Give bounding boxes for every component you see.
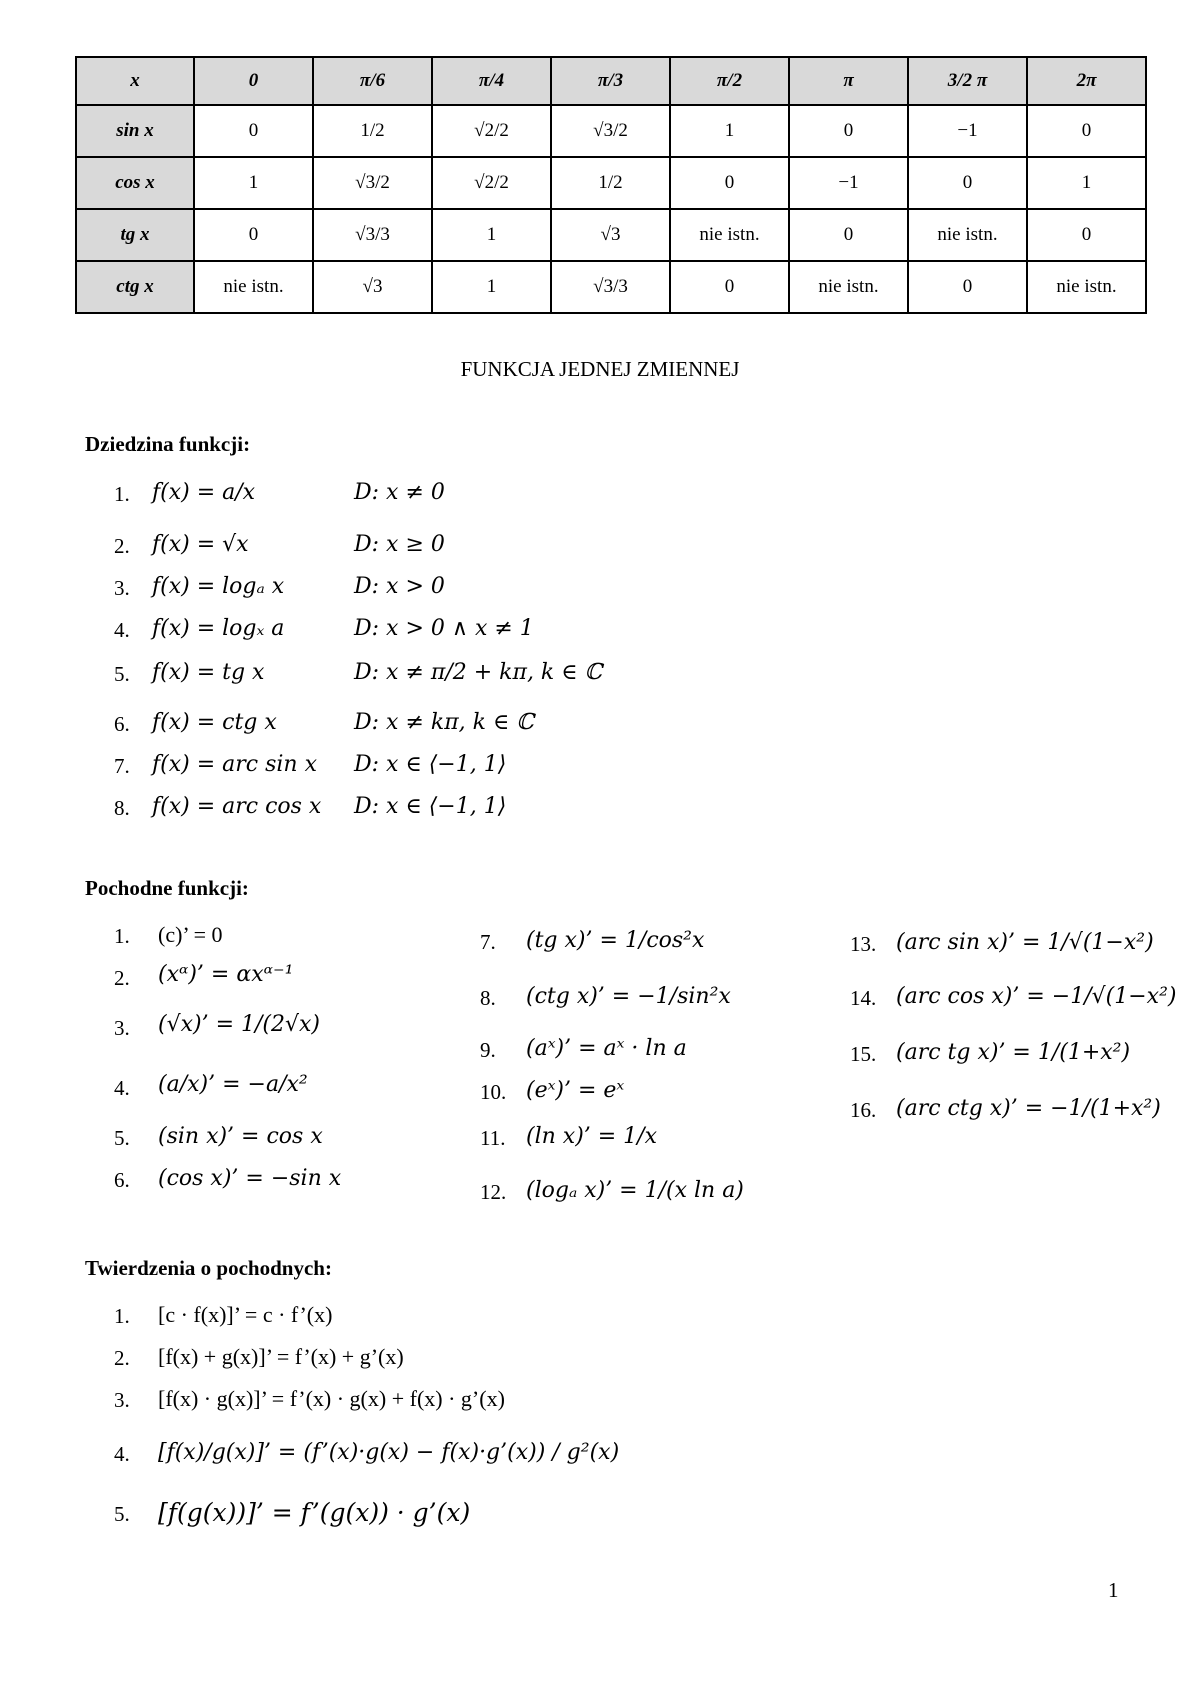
- list-number: 13.: [850, 932, 877, 956]
- domain-heading: Dziedzina funkcji:: [85, 432, 251, 456]
- domain-condition: D: x > 0: [354, 574, 445, 599]
- list-number: 3.: [114, 576, 130, 600]
- derivative-formula: (tg x)’ = 1/cos²x: [526, 928, 705, 953]
- domain-condition: D: x ≠ 0: [354, 480, 445, 505]
- list-number: 2.: [114, 1346, 130, 1370]
- domain-condition: D: x ∈ ⟨−1, 1⟩: [354, 794, 507, 819]
- domain-formula: f(x) = tg x: [152, 660, 265, 685]
- table-cell: 0: [789, 209, 908, 261]
- list-number: 10.: [480, 1080, 507, 1104]
- table-cell: 0: [194, 209, 313, 261]
- domain-condition: D: x > 0 ∧ x ≠ 1: [354, 616, 534, 641]
- table-header-cell: π/4: [432, 57, 551, 105]
- derivative-formula: (ln x)’ = 1/x: [526, 1124, 658, 1149]
- derivative-formula: (arc sin x)’ = 1/√(1−x²): [896, 930, 1154, 955]
- list-number: 7.: [480, 930, 496, 954]
- domain-formula: f(x) = arc sin x: [152, 752, 317, 777]
- list-number: 6.: [114, 1168, 130, 1192]
- derivative-formula: (c)’ = 0: [158, 922, 223, 947]
- table-cell: 0: [908, 157, 1027, 209]
- list-number: 1.: [114, 482, 130, 506]
- table-cell: 1: [670, 105, 789, 157]
- table-cell: √2/2: [432, 157, 551, 209]
- table-cell: nie istn.: [908, 209, 1027, 261]
- derivative-formula: (ctg x)’ = −1/sin²x: [526, 984, 731, 1009]
- derivative-formula: (cos x)’ = −sin x: [158, 1166, 342, 1191]
- domain-condition: D: x ≥ 0: [354, 532, 445, 557]
- theorem-formula: [f(x) · g(x)]’ = f’(x) · g(x) + f(x) · g’(x): [158, 1386, 505, 1411]
- list-number: 4.: [114, 1442, 130, 1466]
- table-header-cell: x: [76, 57, 194, 105]
- table-cell: √3: [313, 261, 432, 313]
- domain-condition: D: x ∈ ⟨−1, 1⟩: [354, 752, 507, 777]
- table-cell: 1: [432, 209, 551, 261]
- list-number: 15.: [850, 1042, 877, 1066]
- list-number: 3.: [114, 1388, 130, 1412]
- derivative-formula: (arc cos x)’ = −1/√(1−x²): [896, 984, 1177, 1009]
- domain-formula: f(x) = ctg x: [152, 710, 277, 735]
- table-header-cell: 0: [194, 57, 313, 105]
- domain-condition: D: x ≠ π/2 + kπ, k ∈ ℂ: [354, 660, 603, 685]
- derivative-formula: (xᵅ)’ = αxᵅ⁻¹: [158, 962, 294, 987]
- table-cell: 1/2: [551, 157, 670, 209]
- table-row: [76, 105, 1146, 157]
- list-number: 11.: [480, 1126, 506, 1150]
- table-cell: nie istn.: [789, 261, 908, 313]
- derivative-formula: (sin x)’ = cos x: [158, 1124, 323, 1149]
- table-row: [76, 261, 1146, 313]
- row-label: tg x: [76, 209, 194, 261]
- list-number: 7.: [114, 754, 130, 778]
- table-cell: 1/2: [313, 105, 432, 157]
- derivative-formula: (√x)’ = 1/(2√x): [158, 1012, 321, 1037]
- list-number: 2.: [114, 534, 130, 558]
- table-cell: 0: [1027, 105, 1146, 157]
- domain-formula: f(x) = logₐ x: [152, 574, 285, 599]
- table-cell: √2/2: [432, 105, 551, 157]
- list-number: 8.: [114, 796, 130, 820]
- row-label: sin x: [76, 105, 194, 157]
- derivative-formula: (arc ctg x)’ = −1/(1+x²): [896, 1096, 1161, 1121]
- table-cell: −1: [908, 105, 1027, 157]
- list-number: 8.: [480, 986, 496, 1010]
- derivative-formula: (logₐ x)’ = 1/(x ln a): [526, 1178, 744, 1203]
- table-cell: nie istn.: [194, 261, 313, 313]
- table-header-row: [76, 57, 1146, 105]
- page-title: FUNKCJA JEDNEJ ZMIENNEJ: [460, 357, 740, 381]
- trig-values-table: [75, 56, 1147, 314]
- theorem-formula: [f(g(x))]’ = f’(g(x)) · g’(x): [158, 1498, 471, 1527]
- table-header-cell: π/3: [551, 57, 670, 105]
- list-number: 4.: [114, 618, 130, 642]
- table-cell: nie istn.: [1027, 261, 1146, 313]
- derivative-formula: (aˣ)’ = aˣ · ln a: [526, 1036, 687, 1061]
- table-cell: 0: [670, 157, 789, 209]
- row-label: cos x: [76, 157, 194, 209]
- table-header-cell: π/2: [670, 57, 789, 105]
- theorem-formula: [c · f(x)]’ = c · f’(x): [158, 1302, 333, 1327]
- derivatives-heading: Pochodne funkcji:: [85, 876, 249, 900]
- domain-condition: D: x ≠ kπ, k ∈ ℂ: [354, 710, 534, 735]
- list-number: 14.: [850, 986, 877, 1010]
- table-header-cell: 2π: [1027, 57, 1146, 105]
- page-number: 1: [1108, 1578, 1119, 1602]
- derivative-formula: (eˣ)’ = eˣ: [526, 1078, 625, 1103]
- table-cell: −1: [789, 157, 908, 209]
- table-header-cell: π: [789, 57, 908, 105]
- table-cell: √3/3: [313, 209, 432, 261]
- table-cell: 0: [670, 261, 789, 313]
- list-number: 1.: [114, 924, 130, 948]
- domain-formula: f(x) = arc cos x: [152, 794, 322, 819]
- table-cell: √3/3: [551, 261, 670, 313]
- list-number: 5.: [114, 1502, 130, 1526]
- table-cell: 1: [432, 261, 551, 313]
- table-cell: √3/2: [551, 105, 670, 157]
- domain-formula: f(x) = √x: [152, 532, 249, 557]
- derivative-formula: (a/x)’ = −a/x²: [158, 1072, 308, 1097]
- list-number: 6.: [114, 712, 130, 736]
- theorems-heading: Twierdzenia o pochodnych:: [85, 1256, 332, 1280]
- table-row: [76, 209, 1146, 261]
- table-header-cell: π/6: [313, 57, 432, 105]
- row-label: ctg x: [76, 261, 194, 313]
- table-cell: 1: [194, 157, 313, 209]
- list-number: 9.: [480, 1038, 496, 1062]
- table-cell: 0: [789, 105, 908, 157]
- table-cell: 0: [194, 105, 313, 157]
- table-cell: nie istn.: [670, 209, 789, 261]
- table-row: [76, 157, 1146, 209]
- theorem-formula: [f(x)/g(x)]’ = (f’(x)·g(x) − f(x)·g’(x)) / g²(x): [158, 1440, 620, 1465]
- list-number: 2.: [114, 966, 130, 990]
- list-number: 12.: [480, 1180, 507, 1204]
- list-number: 16.: [850, 1098, 877, 1122]
- list-number: 5.: [114, 1126, 130, 1150]
- list-number: 1.: [114, 1304, 130, 1328]
- theorem-formula: [f(x) + g(x)]’ = f’(x) + g’(x): [158, 1344, 404, 1369]
- list-number: 3.: [114, 1016, 130, 1040]
- table-header-cell: 3/2 π: [908, 57, 1027, 105]
- table-cell: 0: [1027, 209, 1146, 261]
- domain-formula: f(x) = logₓ a: [152, 616, 285, 641]
- derivative-formula: (arc tg x)’ = 1/(1+x²): [896, 1040, 1131, 1065]
- list-number: 5.: [114, 662, 130, 686]
- table-cell: 1: [1027, 157, 1146, 209]
- domain-formula: f(x) = a/x: [152, 480, 256, 505]
- list-number: 4.: [114, 1076, 130, 1100]
- table-cell: √3: [551, 209, 670, 261]
- table-cell: 0: [908, 261, 1027, 313]
- table-cell: √3/2: [313, 157, 432, 209]
